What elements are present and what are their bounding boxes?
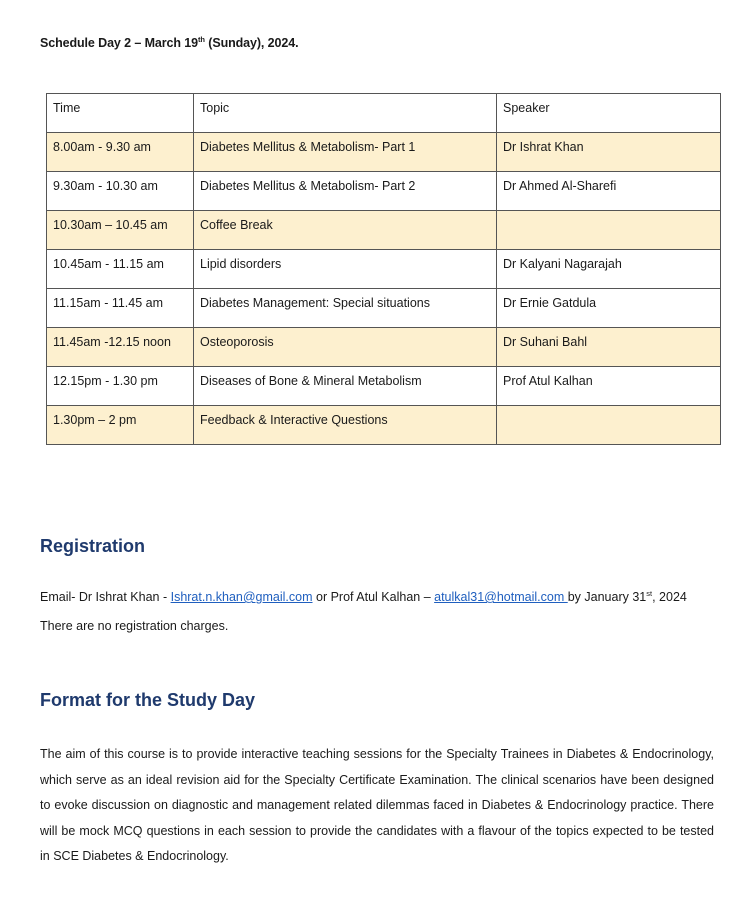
topic-cell: Osteoporosis [194,328,497,367]
table-row [47,172,721,211]
speaker-cell: Dr Ernie Gatdula [497,289,721,328]
topic-cell: Feedback & Interactive Questions [194,406,497,445]
column-header-time: Time [47,94,194,133]
speaker-cell: Dr Ahmed Al-Sharefi [497,172,721,211]
table-header-row [47,94,721,133]
table-row [47,289,721,328]
format-description: The aim of this course is to provide interactive teaching sessions for the Specialty Trainees in Diabetes & Endocrinology, which serve as an ideal revision aid for the Specialty Certificate Examination. The clinical scenarios have been designed to evoke discussion on diagnostic and management related dilemmas faced in Diabetes & Endocrinology practice. There will be mock MCQ questions in each session to provide the candidates with a flavour of the topics expected to be tested in SCE Diabetes & Endocrinology. [40,747,714,863]
column-header-speaker: Speaker [497,94,721,133]
topic-cell: Diabetes Management: Special situations [194,289,497,328]
time-cell: 1.30pm – 2 pm [47,406,194,445]
speaker-cell: Dr Suhani Bahl [497,328,721,367]
speaker-cell [497,211,721,250]
table-row [47,328,721,367]
schedule-heading: Schedule Day 2 – March 19th (Sunday), 2024. [40,34,299,50]
time-cell: 11.15am - 11.45 am [47,289,194,328]
time-cell: 9.30am - 10.30 am [47,172,194,211]
time-cell: 10.30am – 10.45 am [47,211,194,250]
time-cell: 12.15pm - 1.30 pm [47,367,194,406]
registration-charges-text: There are no registration charges. [40,619,229,633]
email-link-atul-kalhan[interactable]: atulkal31@hotmail.com [434,590,568,604]
column-header-topic: Topic [194,94,497,133]
topic-cell: Diabetes Mellitus & Metabolism- Part 2 [194,172,497,211]
table-row [47,133,721,172]
registration-email-line: Email- Dr Ishrat Khan - Ishrat.n.khan@gmail.com or Prof Atul Kalhan – atulkal31@hotmail.com by January 31st, 2024 [40,588,687,604]
topic-cell: Coffee Break [194,211,497,250]
time-cell: 10.45am - 11.15 am [47,250,194,289]
speaker-cell: Dr Ishrat Khan [497,133,721,172]
topic-cell: Diseases of Bone & Mineral Metabolism [194,367,497,406]
speaker-cell: Dr Kalyani Nagarajah [497,250,721,289]
table-row [47,406,721,445]
topic-cell: Lipid disorders [194,250,497,289]
time-cell: 11.45am -12.15 noon [47,328,194,367]
table-row [47,367,721,406]
time-cell: 8.00am - 9.30 am [47,133,194,172]
table-row [47,211,721,250]
speaker-cell: Prof Atul Kalhan [497,367,721,406]
table-row [47,250,721,289]
topic-cell: Diabetes Mellitus & Metabolism- Part 1 [194,133,497,172]
registration-heading: Registration [40,536,146,556]
schedule-table [46,93,721,445]
format-heading: Format for the Study Day [40,690,256,710]
speaker-cell [497,406,721,445]
email-link-ishrat-khan[interactable]: Ishrat.n.khan@gmail.com [170,590,313,604]
